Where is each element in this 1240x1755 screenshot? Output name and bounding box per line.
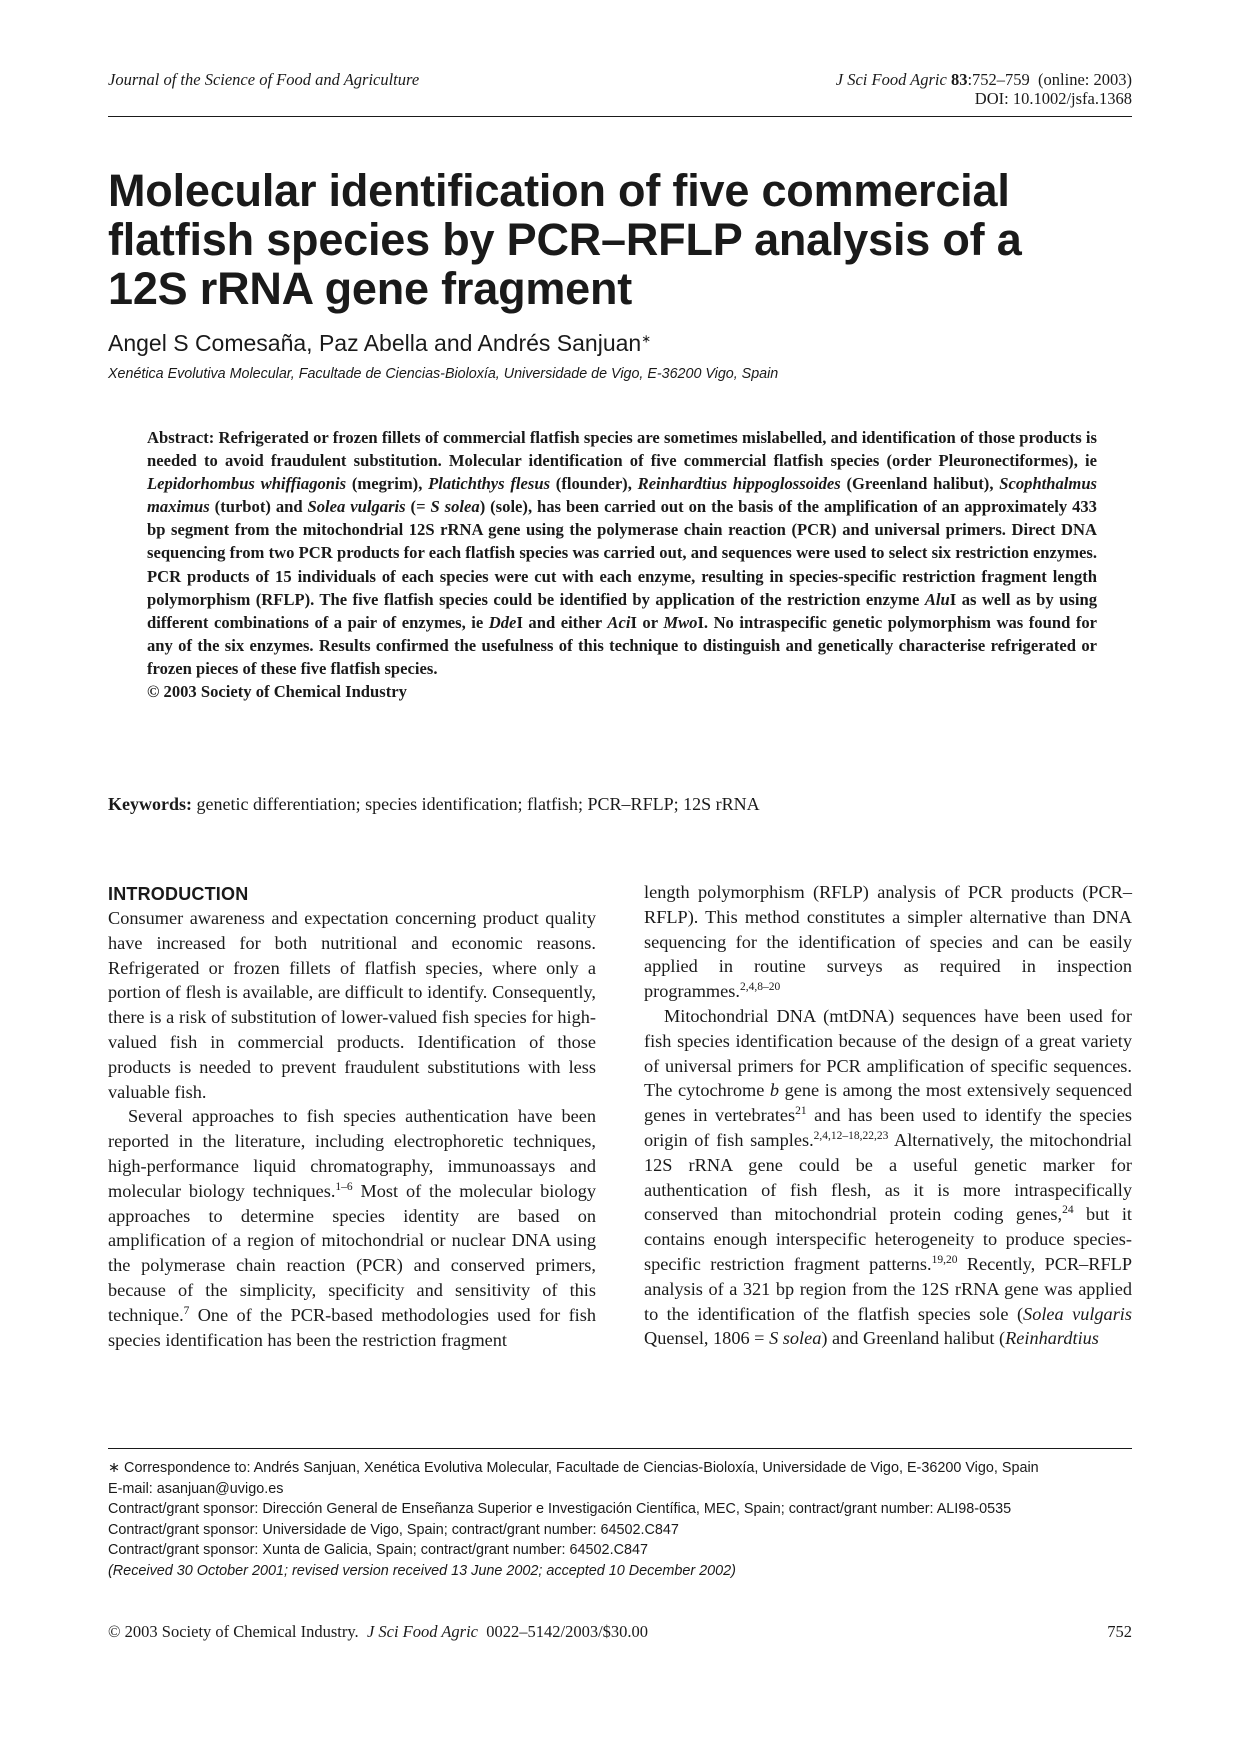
footer-journal: J Sci Food Agric	[366, 1622, 478, 1641]
title-line: Molecular identification of five commercial	[108, 165, 1010, 216]
journal-name: Journal of the Science of Food and Agriculture	[108, 70, 420, 89]
footer-citation	[108, 1622, 648, 1641]
email-note: E-mail: asanjuan@uvigo.es	[108, 1480, 284, 1497]
abstract	[147, 426, 1097, 703]
column-right	[644, 880, 1132, 1351]
footer-issn: 0022–5142/2003/$30.00	[486, 1622, 649, 1641]
footnote-rule	[108, 1448, 1132, 1449]
citation-ref: 7	[183, 1304, 190, 1317]
keywords	[108, 794, 760, 815]
page-footer	[108, 1622, 1132, 1642]
corresponding-author-mark: ∗	[641, 333, 651, 346]
authors	[108, 330, 651, 356]
affiliation: Xenética Evolutiva Molecular, Facultade de Ciencias-Bioloxía, Universidade de Vigo, E-36200 Vigo, Spain	[108, 366, 779, 382]
grant-note: Contract/grant sponsor: Xunta de Galicia, Spain; contract/grant number: 64502.C847	[108, 1542, 648, 1559]
page-number: 752	[1107, 1622, 1132, 1641]
citation-pages: :752–759	[967, 70, 1030, 89]
title-line: flatfish species by PCR–RFLP analysis of a	[108, 214, 1022, 265]
abstract-label: Abstract:	[147, 428, 215, 447]
column-left	[108, 882, 596, 1352]
author-list: Angel S Comesaña, Paz Abella and Andrés Sanjuan	[108, 330, 642, 356]
citation-block	[836, 70, 1132, 108]
paragraph: Mitochondrial DNA (mtDNA) sequences have been used for fish species identification because of the design of a great variety of universal primers for PCR amplification of specific sequences. The cytochrome b gene is among the most extensively sequenced genes in vertebrates$^{21}$ and has been used to identify the species origin of fish samples.$^{2,4,12-18,22,23}$ Alternatively, the mitochondrial 12S rRNA gene could be a useful genetic marker for authentication of fish flesh, as it is more intraspecifically conserved than mitochondrial protein coding genes,$^{24}$ but it contains enough interspecific heterogeneity to produce species-specific restriction fragment patterns.$^{19,20}$ Recently, PCR–RFLP analysis of a 321 bp region from the 12S rRNA gene was applied to the identification of the flatfish species sole (Solea vulgaris Quensel, 1806 = S solea) and Greenland halibut (Reinhardtius	[644, 1005, 1133, 1349]
citation-ref: 2,4,12–18,22,23	[813, 1129, 889, 1142]
paragraph: length polymorphism (RFLP) analysis of PCR products (PCR–RFLP). This method constitutes a simpler alternative than DNA sequencing for the identification of species and can be easily applied in routine surveys as required in inspection programmes.$^{2,4,8-20}$	[644, 882, 1132, 1002]
abstract-copyright: © 2003 Society of Chemical Industry	[147, 682, 407, 702]
received-dates: (Received 30 October 2001; revised version received 13 June 2002; accepted 10 December 2002)	[108, 1562, 736, 1579]
citation-volume: 83	[950, 70, 968, 89]
correspondence-note: ∗ Correspondence to: Andrés Sanjuan, Xenética Evolutiva Molecular, Facultade de Ciencias-Bioloxía, Universidade de Vigo, E-36200 Vigo, Spain	[108, 1460, 1039, 1476]
abstract-text: Abstract: Refrigerated or frozen fillets of commercial flatfish species are sometimes mislabelled, and identification of those products is needed to avoid fraudulent substitution. Molecular identification of five commercial flatfish species (order Pleuronectiformes), ie Lepidorhombus whiffiagonis (megrim), Platichthys flesus (flounder), Reinhardtius hippoglossoides (Greenland halibut), Scophthalmus maximus (turbot) and Solea vulgaris (= S solea) (sole), has been carried out on the basis of the amplification of an approximately 433 bp segment from the mitochondrial 12S rRNA gene using the polymerase chain reaction (PCR) and universal primers. Direct DNA sequencing from two PCR products for each flatfish species was carried out, and sequences were used to select six restriction enzymes. PCR products of 15 individuals of each species were cut with each enzyme, resulting in species-specific restriction fragment length polymorphism (RFLP). The five flatfish species could be identified by application of the restriction enzyme AluI as well as by using different combinations of a pair of enzymes, ie DdeI and either AciI or MwoI. No intraspecific genetic polymorphism was found for any of the six enzymes. Results confirmed the usefulness of this technique to distinguish and genetically characterise refrigerated or frozen pieces of these five flatfish species.	[147, 428, 1098, 678]
grant-note: Contract/grant sponsor: Dirección General de Enseñanza Superior e Investigación Científica, MEC, Spain; contract/grant number: ALI98-0535	[108, 1501, 1012, 1518]
doi: DOI: 10.1002/jsfa.1368	[974, 89, 1132, 108]
grant-note: Contract/grant sponsor: Universidade de Vigo, Spain; contract/grant number: 64502.C847	[108, 1521, 679, 1538]
citation-ref: 21	[795, 1105, 807, 1118]
paragraph: Several approaches to fish species authentication have been reported in the literature, including electrophoretic techniques, high-performance liquid chromatography, immunoassays and molecular biology techniques.$^{1-6}$ Most of the molecular biology approaches to determine species identity are based on amplification of a region of mitochondrial or nuclear DNA using the polymerase chain reaction (PCR) and conserved primers, because of the simplicity, specificity and sensitivity of this technique.$^7$ One of the PCR-based methodologies used for fish species identification has been the restriction fragment	[108, 1106, 596, 1350]
keywords-label: Keywords:	[108, 794, 192, 814]
citation-ref: 1–6	[335, 1180, 353, 1193]
citation-online: (online: 2003)	[1038, 70, 1132, 89]
footer-copyright: © 2003 Society of Chemical Industry.	[108, 1622, 359, 1641]
keywords-text: genetic differentiation; species identification; flatfish; PCR–RFLP; 12S rRNA	[192, 794, 760, 814]
citation-ref: 2,4,8–20	[739, 981, 781, 994]
running-head	[108, 66, 1132, 117]
footnotes	[108, 1458, 1132, 1582]
title-line: 12S rRNA gene fragment	[108, 263, 633, 314]
paper-title	[108, 166, 1132, 313]
citation-ref: 24	[1062, 1204, 1074, 1217]
citation-journal: J Sci Food Agric	[835, 70, 947, 89]
paragraph: Consumer awareness and expectation concerning product quality have increased for both nutritional and economic reasons. Refrigerated or frozen fillets of flatfish species, where only a portion of flesh is available, are difficult to identify. Consequently, there is a risk of substitution of lower-valued fish species for high-valued fish in commercial products. Identification of those products is needed to prevent fraudulent substitutions with less valuable fish.	[108, 908, 596, 1102]
section-heading-introduction: INTRODUCTION	[108, 884, 249, 904]
citation-ref: 19,20	[931, 1253, 958, 1266]
